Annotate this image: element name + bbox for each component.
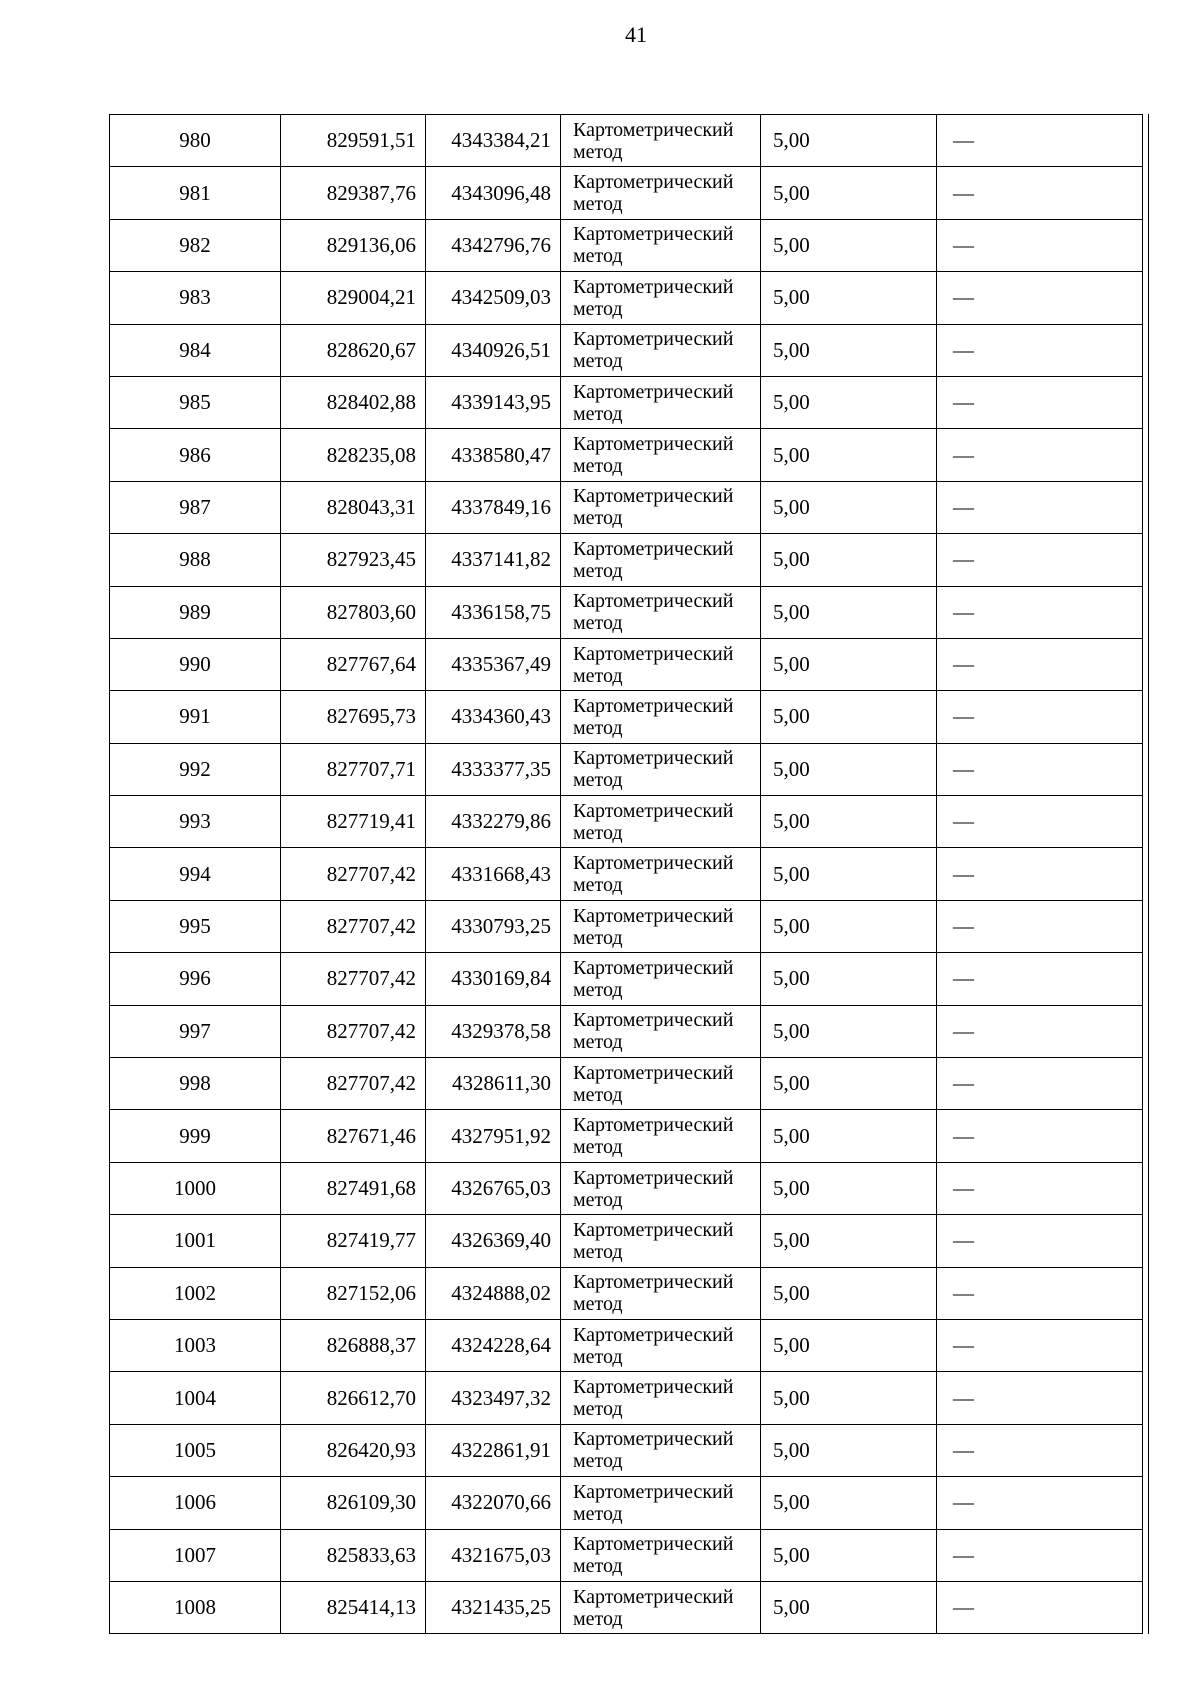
method-cell: Картометрический метод	[561, 1110, 761, 1162]
x-coordinate-cell: 827491,68	[281, 1162, 426, 1214]
x-coordinate-cell: 828402,88	[281, 376, 426, 428]
note-cell: —	[937, 1005, 1143, 1057]
accuracy-cell: 5,00	[761, 1005, 937, 1057]
method-cell: Картометрический метод	[561, 1424, 761, 1476]
table-row	[110, 1058, 1143, 1110]
table-row	[110, 272, 1143, 324]
note-cell: —	[937, 1058, 1143, 1110]
note-cell: —	[937, 796, 1143, 848]
accuracy-cell: 5,00	[761, 1477, 937, 1529]
point-number-cell: 990	[110, 638, 281, 690]
point-number-cell: 987	[110, 481, 281, 533]
method-cell: Картометрический метод	[561, 900, 761, 952]
y-coordinate-cell: 4326765,03	[426, 1162, 561, 1214]
x-coordinate-cell: 827803,60	[281, 586, 426, 638]
method-cell: Картометрический метод	[561, 796, 761, 848]
point-number-cell: 998	[110, 1058, 281, 1110]
method-cell: Картометрический метод	[561, 429, 761, 481]
x-coordinate-cell: 827707,42	[281, 900, 426, 952]
coordinates-table	[109, 114, 1143, 1634]
point-number-cell: 995	[110, 900, 281, 952]
table-row	[110, 534, 1143, 586]
accuracy-cell: 5,00	[761, 376, 937, 428]
y-coordinate-cell: 4327951,92	[426, 1110, 561, 1162]
y-coordinate-cell: 4343384,21	[426, 115, 561, 167]
page-number: 41	[625, 22, 647, 47]
y-coordinate-cell: 4338580,47	[426, 429, 561, 481]
table-row	[110, 1215, 1143, 1267]
accuracy-cell: 5,00	[761, 796, 937, 848]
x-coordinate-cell: 827695,73	[281, 691, 426, 743]
x-coordinate-cell: 826888,37	[281, 1319, 426, 1371]
note-cell: —	[937, 848, 1143, 900]
note-cell: —	[937, 953, 1143, 1005]
y-coordinate-cell: 4328611,30	[426, 1058, 561, 1110]
y-coordinate-cell: 4343096,48	[426, 167, 561, 219]
note-cell: —	[937, 324, 1143, 376]
accuracy-cell: 5,00	[761, 481, 937, 533]
accuracy-cell: 5,00	[761, 1529, 937, 1581]
method-cell: Картометрический метод	[561, 691, 761, 743]
method-cell: Картометрический метод	[561, 534, 761, 586]
method-cell: Картометрический метод	[561, 743, 761, 795]
y-coordinate-cell: 4330169,84	[426, 953, 561, 1005]
point-number-cell: 982	[110, 219, 281, 271]
accuracy-cell: 5,00	[761, 743, 937, 795]
x-coordinate-cell: 825833,63	[281, 1529, 426, 1581]
accuracy-cell: 5,00	[761, 219, 937, 271]
table-row	[110, 167, 1143, 219]
table-row	[110, 638, 1143, 690]
note-cell: —	[937, 900, 1143, 952]
table-row	[110, 1372, 1143, 1424]
note-cell: —	[937, 638, 1143, 690]
point-number-cell: 1008	[110, 1581, 281, 1633]
table-row	[110, 219, 1143, 271]
y-coordinate-cell: 4321675,03	[426, 1529, 561, 1581]
note-cell: —	[937, 691, 1143, 743]
method-cell: Картометрический метод	[561, 638, 761, 690]
y-coordinate-cell: 4323497,32	[426, 1372, 561, 1424]
point-number-cell: 996	[110, 953, 281, 1005]
note-cell: —	[937, 743, 1143, 795]
y-coordinate-cell: 4330793,25	[426, 900, 561, 952]
x-coordinate-cell: 826109,30	[281, 1477, 426, 1529]
y-coordinate-cell: 4322070,66	[426, 1477, 561, 1529]
method-cell: Картометрический метод	[561, 1319, 761, 1371]
coordinates-table-wrapper	[109, 114, 1149, 1634]
accuracy-cell: 5,00	[761, 429, 937, 481]
note-cell: —	[937, 1372, 1143, 1424]
method-cell: Картометрический метод	[561, 1267, 761, 1319]
x-coordinate-cell: 828620,67	[281, 324, 426, 376]
table-row	[110, 1319, 1143, 1371]
y-coordinate-cell: 4336158,75	[426, 586, 561, 638]
y-coordinate-cell: 4324228,64	[426, 1319, 561, 1371]
accuracy-cell: 5,00	[761, 848, 937, 900]
accuracy-cell: 5,00	[761, 586, 937, 638]
point-number-cell: 989	[110, 586, 281, 638]
x-coordinate-cell: 829591,51	[281, 115, 426, 167]
point-number-cell: 1007	[110, 1529, 281, 1581]
table-row	[110, 1267, 1143, 1319]
table-row	[110, 481, 1143, 533]
y-coordinate-cell: 4326369,40	[426, 1215, 561, 1267]
y-coordinate-cell: 4334360,43	[426, 691, 561, 743]
point-number-cell: 1002	[110, 1267, 281, 1319]
x-coordinate-cell: 827707,42	[281, 953, 426, 1005]
point-number-cell: 999	[110, 1110, 281, 1162]
y-coordinate-cell: 4342796,76	[426, 219, 561, 271]
note-cell: —	[937, 1424, 1143, 1476]
accuracy-cell: 5,00	[761, 1215, 937, 1267]
note-cell: —	[937, 1529, 1143, 1581]
method-cell: Картометрический метод	[561, 376, 761, 428]
table-row	[110, 429, 1143, 481]
table-row	[110, 953, 1143, 1005]
accuracy-cell: 5,00	[761, 1581, 937, 1633]
method-cell: Картометрический метод	[561, 219, 761, 271]
x-coordinate-cell: 825414,13	[281, 1581, 426, 1633]
x-coordinate-cell: 827152,06	[281, 1267, 426, 1319]
method-cell: Картометрический метод	[561, 167, 761, 219]
y-coordinate-cell: 4335367,49	[426, 638, 561, 690]
accuracy-cell: 5,00	[761, 953, 937, 1005]
point-number-cell: 984	[110, 324, 281, 376]
table-row	[110, 848, 1143, 900]
x-coordinate-cell: 826420,93	[281, 1424, 426, 1476]
accuracy-cell: 5,00	[761, 638, 937, 690]
note-cell: —	[937, 1162, 1143, 1214]
method-cell: Картометрический метод	[561, 586, 761, 638]
note-cell: —	[937, 167, 1143, 219]
point-number-cell: 1006	[110, 1477, 281, 1529]
x-coordinate-cell: 829004,21	[281, 272, 426, 324]
note-cell: —	[937, 429, 1143, 481]
note-cell: —	[937, 115, 1143, 167]
point-number-cell: 993	[110, 796, 281, 848]
accuracy-cell: 5,00	[761, 1267, 937, 1319]
note-cell: —	[937, 376, 1143, 428]
note-cell: —	[937, 534, 1143, 586]
table-row	[110, 1005, 1143, 1057]
y-coordinate-cell: 4329378,58	[426, 1005, 561, 1057]
accuracy-cell: 5,00	[761, 1372, 937, 1424]
y-coordinate-cell: 4337141,82	[426, 534, 561, 586]
x-coordinate-cell: 827719,41	[281, 796, 426, 848]
x-coordinate-cell: 828043,31	[281, 481, 426, 533]
point-number-cell: 992	[110, 743, 281, 795]
method-cell: Картометрический метод	[561, 848, 761, 900]
method-cell: Картометрический метод	[561, 1477, 761, 1529]
table-row	[110, 115, 1143, 167]
table-row	[110, 1581, 1143, 1633]
y-coordinate-cell: 4339143,95	[426, 376, 561, 428]
accuracy-cell: 5,00	[761, 115, 937, 167]
method-cell: Картометрический метод	[561, 1372, 761, 1424]
method-cell: Картометрический метод	[561, 1529, 761, 1581]
method-cell: Картометрический метод	[561, 324, 761, 376]
method-cell: Картометрический метод	[561, 1215, 761, 1267]
coordinates-table-body	[110, 115, 1143, 1634]
point-number-cell: 983	[110, 272, 281, 324]
x-coordinate-cell: 827707,42	[281, 1005, 426, 1057]
note-cell: —	[937, 1319, 1143, 1371]
accuracy-cell: 5,00	[761, 691, 937, 743]
point-number-cell: 994	[110, 848, 281, 900]
point-number-cell: 1001	[110, 1215, 281, 1267]
note-cell: —	[937, 1215, 1143, 1267]
x-coordinate-cell: 827419,77	[281, 1215, 426, 1267]
point-number-cell: 986	[110, 429, 281, 481]
point-number-cell: 1003	[110, 1319, 281, 1371]
y-coordinate-cell: 4340926,51	[426, 324, 561, 376]
method-cell: Картометрический метод	[561, 481, 761, 533]
point-number-cell: 997	[110, 1005, 281, 1057]
method-cell: Картометрический метод	[561, 272, 761, 324]
method-cell: Картометрический метод	[561, 1005, 761, 1057]
y-coordinate-cell: 4337849,16	[426, 481, 561, 533]
accuracy-cell: 5,00	[761, 900, 937, 952]
accuracy-cell: 5,00	[761, 1319, 937, 1371]
note-cell: —	[937, 1110, 1143, 1162]
x-coordinate-cell: 829136,06	[281, 219, 426, 271]
accuracy-cell: 5,00	[761, 324, 937, 376]
method-cell: Картометрический метод	[561, 953, 761, 1005]
note-cell: —	[937, 1267, 1143, 1319]
point-number-cell: 988	[110, 534, 281, 586]
method-cell: Картометрический метод	[561, 1162, 761, 1214]
y-coordinate-cell: 4324888,02	[426, 1267, 561, 1319]
method-cell: Картометрический метод	[561, 115, 761, 167]
point-number-cell: 1004	[110, 1372, 281, 1424]
note-cell: —	[937, 481, 1143, 533]
table-row	[110, 796, 1143, 848]
point-number-cell: 1005	[110, 1424, 281, 1476]
note-cell: —	[937, 1581, 1143, 1633]
y-coordinate-cell: 4331668,43	[426, 848, 561, 900]
note-cell: —	[937, 586, 1143, 638]
point-number-cell: 981	[110, 167, 281, 219]
x-coordinate-cell: 827707,42	[281, 1058, 426, 1110]
y-coordinate-cell: 4322861,91	[426, 1424, 561, 1476]
table-row	[110, 1110, 1143, 1162]
point-number-cell: 985	[110, 376, 281, 428]
accuracy-cell: 5,00	[761, 1424, 937, 1476]
x-coordinate-cell: 827767,64	[281, 638, 426, 690]
point-number-cell: 991	[110, 691, 281, 743]
table-row	[110, 691, 1143, 743]
table-row	[110, 900, 1143, 952]
note-cell: —	[937, 1477, 1143, 1529]
point-number-cell: 1000	[110, 1162, 281, 1214]
note-cell: —	[937, 219, 1143, 271]
y-coordinate-cell: 4321435,25	[426, 1581, 561, 1633]
point-number-cell: 980	[110, 115, 281, 167]
table-row	[110, 1424, 1143, 1476]
x-coordinate-cell: 829387,76	[281, 167, 426, 219]
table-row	[110, 376, 1143, 428]
table-row	[110, 1162, 1143, 1214]
y-coordinate-cell: 4332279,86	[426, 796, 561, 848]
y-coordinate-cell: 4333377,35	[426, 743, 561, 795]
note-cell: —	[937, 272, 1143, 324]
accuracy-cell: 5,00	[761, 1058, 937, 1110]
x-coordinate-cell: 827707,71	[281, 743, 426, 795]
x-coordinate-cell: 827923,45	[281, 534, 426, 586]
table-row	[110, 1529, 1143, 1581]
method-cell: Картометрический метод	[561, 1058, 761, 1110]
method-cell: Картометрический метод	[561, 1581, 761, 1633]
table-row	[110, 324, 1143, 376]
accuracy-cell: 5,00	[761, 534, 937, 586]
accuracy-cell: 5,00	[761, 167, 937, 219]
accuracy-cell: 5,00	[761, 1110, 937, 1162]
x-coordinate-cell: 826612,70	[281, 1372, 426, 1424]
x-coordinate-cell: 827707,42	[281, 848, 426, 900]
table-row	[110, 586, 1143, 638]
x-coordinate-cell: 828235,08	[281, 429, 426, 481]
y-coordinate-cell: 4342509,03	[426, 272, 561, 324]
accuracy-cell: 5,00	[761, 1162, 937, 1214]
accuracy-cell: 5,00	[761, 272, 937, 324]
table-row	[110, 1477, 1143, 1529]
x-coordinate-cell: 827671,46	[281, 1110, 426, 1162]
table-row	[110, 743, 1143, 795]
